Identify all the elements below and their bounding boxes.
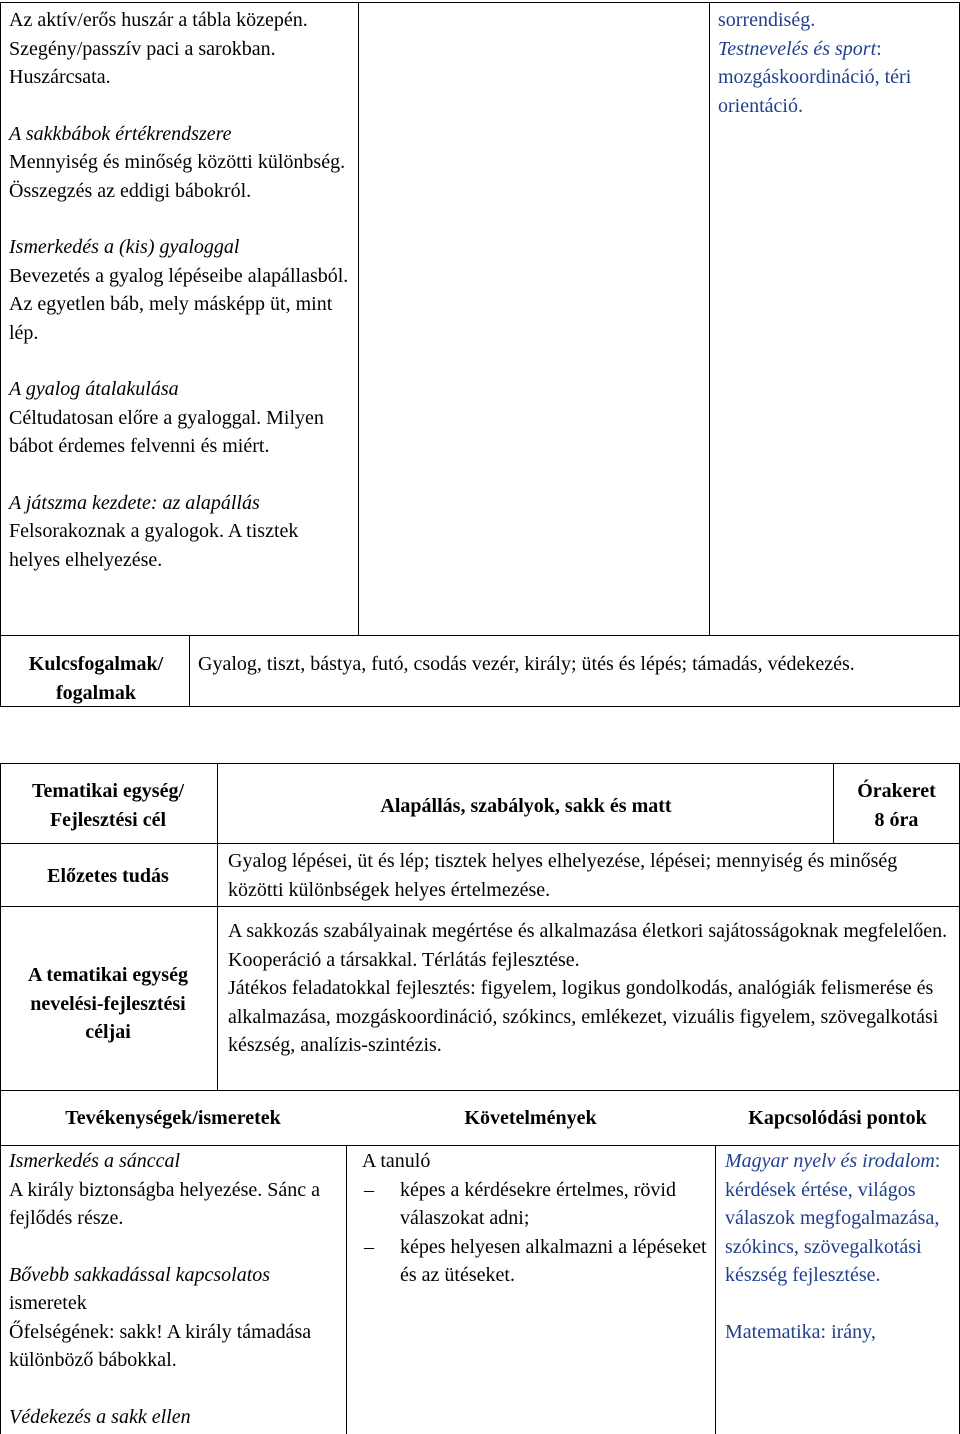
- celjai-paragraph: A sakkozás szabályainak megértése és alkalmazása életkori sajátosságoknak megfelelően. Kooperáció a társakkal. Térlátás fejlesztése.: [228, 920, 948, 971]
- requirements-list: [362, 1176, 707, 1290]
- horse-paragraph: Az aktív/erős huszár a tábla közepén. Szegény/passzív paci a sarokban. Huszárcsata.: [9, 9, 308, 88]
- section-title: Bővebb sakkadással kapcsolatos: [9, 1263, 271, 1286]
- section-title: A sakkbábok értékrendszere: [9, 122, 232, 145]
- celjai-value: [228, 917, 953, 1060]
- section-body: Mennyiség és minőség közötti különbség. Összegzés az eddigi bábokról.: [9, 151, 346, 202]
- kulcsfogalmak-value: Gyalog, tiszt, bástya, futó, csodás vezér, király; ütés és lépés; támadás, védekezés.: [198, 653, 855, 675]
- celjai-label: A tematikai egység nevelési-fejlesztési céljai: [28, 964, 188, 1043]
- bottom-connections-cell: [725, 1147, 953, 1346]
- connections-line: sorrendiség.: [718, 9, 816, 31]
- elozetes-value: Gyalog lépései, üt és lép; tisztek helyes elhelyezése, lépései; mennyiség és minőség közötti különbségek helyes értelmezése.: [228, 850, 898, 901]
- section-title: A játszma kezdete: az alapállás: [9, 491, 260, 514]
- section-title: Védekezés a sakk ellen: [9, 1405, 191, 1428]
- top-activities-cell: [9, 6, 354, 574]
- top-row-divider: [0, 635, 960, 636]
- connections-body: : kérdések értése, világos válaszok megfogalmazása, szókincs, szövegalkotási készség fejlesztése.: [725, 1150, 941, 1286]
- top-col-divider-1: [358, 2, 359, 635]
- subject-name: Matematika: [725, 1320, 821, 1343]
- unit-label-divider: [217, 763, 218, 1090]
- connections-body: : irány,: [820, 1320, 876, 1343]
- kulcs-divider: [189, 635, 190, 707]
- column-header-connections: Kapcsolódási pontok: [748, 1107, 927, 1129]
- section-title: Ismerkedés a (kis) gyaloggal: [9, 236, 240, 258]
- top-table-border-top: [0, 2, 960, 3]
- column-header-activities: Tevékenységek/ismeretek: [65, 1107, 281, 1129]
- orakeret-block: [834, 777, 959, 834]
- subject-name: Testnevelés és sport: [718, 37, 877, 60]
- bottom-activities-cell: [9, 1147, 343, 1431]
- orakeret-label: Órakeret: [857, 780, 936, 802]
- section-title: Ismerkedés a sánccal: [9, 1150, 181, 1172]
- kulcsfogalmak-label: Kulcsfogalmak/ fogalmak: [28, 653, 164, 704]
- bottom-col-divider-1: [346, 1145, 347, 1434]
- column-header-requirements: Követelmények: [464, 1107, 597, 1129]
- requirement-item: – képes a kérdésekre értelmes, rövid válaszokat adni;: [362, 1176, 707, 1233]
- unit-table-border-top: [0, 763, 960, 764]
- requirements-cell: [362, 1147, 707, 1290]
- unit-table-border-left: [0, 763, 1, 1434]
- section-body: Bevezetés a gyalog lépéseibe alapállasból. Az egyetlen báb, mely másképp üt, mint lép.: [9, 264, 349, 344]
- section-body: Őfelségének: sakk! A király támadása különböző bábokkal.: [9, 1320, 312, 1371]
- section-title-cont: ismeretek: [9, 1292, 87, 1314]
- section-body: A király biztonságba helyezése. Sánc a fejlődés része.: [9, 1178, 320, 1229]
- requirements-intro: A tanuló: [362, 1150, 431, 1172]
- connections-subject-line: [718, 35, 954, 64]
- section-body: Felsorakoznak a gyalogok. A tisztek helyes elhelyezése.: [9, 520, 299, 571]
- top-connections-cell: [718, 6, 954, 120]
- elozetes-label: Előzetes tudás: [47, 865, 169, 887]
- unit-row-divider-1: [0, 843, 960, 844]
- celjai-paragraph: Játékos feladatokkal fejlesztés: figyelem, logikus gondolkodás, analógiák felismerése és alkalmazása, mozgáskoordináció, szókincs, emlékezet, vizuális figyelem, szövegalkotási készség, analízis-szintézis.: [228, 977, 939, 1056]
- tematikai-label: Tematikai egység/ Fejlesztési cél: [31, 780, 185, 831]
- connections-paragraph: [725, 1318, 953, 1347]
- requirement-item: – képes helyesen alkalmazni a lépéseket és az ütéseket.: [362, 1233, 707, 1290]
- bottom-col-divider-2: [715, 1145, 716, 1434]
- orakeret-value: 8 óra: [874, 808, 919, 831]
- top-col-divider-2: [709, 2, 710, 635]
- section-title: A gyalog átalakulása: [9, 378, 179, 400]
- top-table-border-left: [0, 2, 1, 707]
- connections-body: mozgáskoordináció, téri orientáció.: [718, 66, 912, 117]
- section-body: Céltudatosan előre a gyaloggal. Milyen bábot érdemes felvenni és miért.: [9, 406, 324, 457]
- unit-row-divider-2: [0, 906, 960, 907]
- colon: :: [876, 37, 882, 60]
- unit-title: Alapállás, szabályok, sakk és matt: [380, 795, 672, 817]
- unit-row-divider-3: [0, 1090, 960, 1091]
- connections-paragraph: [725, 1147, 953, 1290]
- subject-name: Magyar nyelv és irodalom: [725, 1150, 935, 1172]
- unit-row-divider-4: [0, 1145, 960, 1146]
